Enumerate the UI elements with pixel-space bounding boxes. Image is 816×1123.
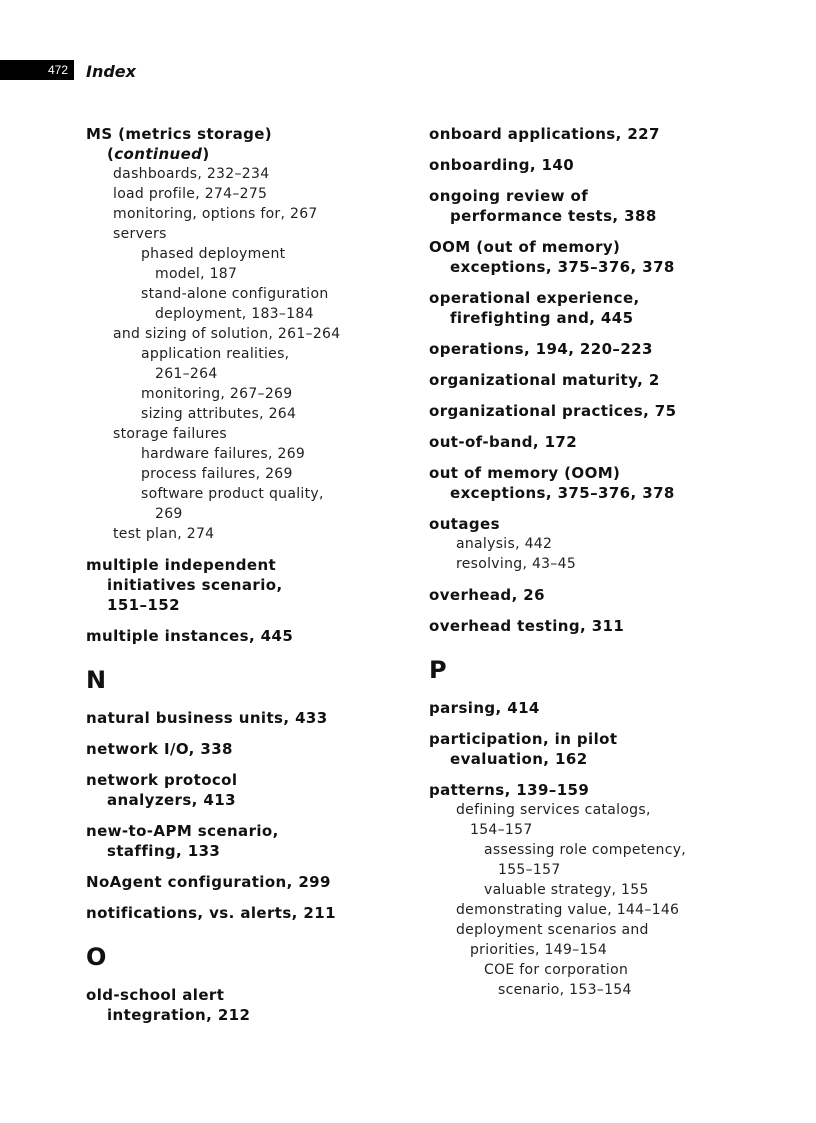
entry-line: phased deployment (141, 246, 286, 262)
entry-line: 154–157 (470, 822, 533, 838)
index-sub-entry (429, 880, 759, 900)
index-section-letter (86, 943, 406, 971)
index-main-entry (429, 124, 759, 144)
entry-line: COE for corporation (484, 962, 629, 978)
index-main-entry (86, 626, 406, 646)
index-sub-entry (86, 404, 406, 424)
entry-line: 261–264 (155, 366, 218, 382)
index-sub-entry (86, 324, 406, 344)
index-sub-entry (429, 900, 759, 920)
entry-line: priorities, 149–154 (470, 942, 608, 958)
index-main-entry (86, 144, 406, 164)
entry-line: application realities, (141, 346, 290, 362)
index-sub-entry (86, 424, 406, 444)
entry-line: OOM (out of memory) (429, 238, 621, 256)
entry-line: overhead, 26 (429, 586, 545, 604)
index-sub-entry (429, 840, 759, 880)
entry-line: patterns, 139–159 (429, 781, 590, 799)
index-sub-entry (429, 554, 759, 574)
entry-line: participation, in pilot (429, 730, 618, 748)
entry-line: overhead testing, 311 (429, 617, 625, 635)
entry-line: organizational maturity, 2 (429, 371, 660, 389)
index-sub-entry (86, 384, 406, 404)
index-sub-entry (429, 534, 759, 554)
entry-line: performance tests, 388 (450, 207, 657, 225)
index-main-entry (86, 739, 406, 759)
entry-line: analyzers, 413 (107, 791, 236, 809)
index-column-right (429, 124, 759, 1000)
index-main-entry (86, 903, 406, 923)
entry-line: demonstrating value, 144–146 (456, 902, 680, 918)
entry-line: deployment, 183–184 (155, 306, 314, 322)
index-main-entry (86, 821, 406, 861)
index-sub-entry (86, 204, 406, 224)
index-sub-entry (86, 484, 406, 524)
entry-line: integration, 212 (107, 1006, 251, 1024)
entry-line: exceptions, 375–376, 378 (450, 484, 675, 502)
index-sub-entry (86, 524, 406, 544)
entry-line: 151–152 (107, 596, 180, 614)
index-sub-entry (86, 244, 406, 284)
index-sub-entry (86, 184, 406, 204)
entry-line: test plan, 274 (113, 526, 215, 542)
index-main-entry (86, 770, 406, 810)
index-main-entry (86, 985, 406, 1025)
entry-line: process failures, 269 (141, 466, 293, 482)
index-sub-entry (429, 920, 759, 960)
page-number: 472 (0, 60, 74, 80)
index-sub-entry (429, 960, 759, 1000)
index-sub-entry (86, 444, 406, 464)
entry-line: out-of-band, 172 (429, 433, 578, 451)
entry-line: network protocol (86, 771, 238, 789)
index-main-entry (429, 401, 759, 421)
index-sub-entry (86, 284, 406, 324)
entry-line: defining services catalogs, (456, 802, 651, 818)
index-sub-entry (429, 800, 759, 840)
entry-line: 155–157 (498, 862, 561, 878)
entry-line: out of memory (OOM) (429, 464, 621, 482)
index-main-entry (86, 555, 406, 615)
index-main-entry (429, 616, 759, 636)
entry-line: NoAgent configuration, 299 (86, 873, 331, 891)
entry-line: evaluation, 162 (450, 750, 588, 768)
index-main-entry (86, 708, 406, 728)
index-section-letter (429, 656, 759, 684)
entry-line: (continued) (107, 145, 210, 163)
entry-line: multiple instances, 445 (86, 627, 294, 645)
entry-line: analysis, 442 (456, 536, 553, 552)
entry-line: sizing attributes, 264 (141, 406, 297, 422)
index-main-entry (429, 585, 759, 605)
entry-line: multiple independent (86, 556, 277, 574)
index-main-entry (86, 872, 406, 892)
entry-line: exceptions, 375–376, 378 (450, 258, 675, 276)
entry-line: onboard applications, 227 (429, 125, 660, 143)
index-sub-entry (86, 164, 406, 184)
entry-line: old-school alert (86, 986, 225, 1004)
entry-line: operations, 194, 220–223 (429, 340, 653, 358)
index-main-entry (429, 339, 759, 359)
entry-line: servers (113, 226, 167, 242)
index-sub-entry (86, 344, 406, 384)
entry-line: outages (429, 515, 500, 533)
index-main-entry (429, 237, 759, 277)
entry-line: staffing, 133 (107, 842, 221, 860)
index-main-entry (429, 186, 759, 226)
index-main-entry (429, 780, 759, 800)
index-main-entry (429, 698, 759, 718)
entry-line: natural business units, 433 (86, 709, 328, 727)
index-main-entry (429, 155, 759, 175)
entry-line: model, 187 (155, 266, 238, 282)
index-sub-entry (86, 224, 406, 244)
entry-line: onboarding, 140 (429, 156, 575, 174)
index-main-entry (429, 432, 759, 452)
entry-line: notifications, vs. alerts, 211 (86, 904, 336, 922)
index-section-letter (86, 666, 406, 694)
entry-line: hardware failures, 269 (141, 446, 306, 462)
entry-line: valuable strategy, 155 (484, 882, 649, 898)
entry-line: storage failures (113, 426, 227, 442)
entry-line: assessing role competency, (484, 842, 687, 858)
entry-line: software product quality, (141, 486, 324, 502)
entry-line: organizational practices, 75 (429, 402, 677, 420)
entry-line: operational experience, (429, 289, 640, 307)
entry-line: resolving, 43–45 (456, 556, 577, 572)
index-column-left (86, 124, 406, 1025)
running-head: Index (86, 62, 136, 81)
entry-line: monitoring, 267–269 (141, 386, 293, 402)
section-letter-text: O (86, 943, 107, 971)
entry-line: scenario, 153–154 (498, 982, 632, 998)
entry-line: MS (metrics storage) (86, 125, 273, 143)
section-letter-text: N (86, 666, 107, 694)
entry-line: network I/O, 338 (86, 740, 233, 758)
entry-line: stand-alone configuration (141, 286, 329, 302)
index-main-entry (429, 463, 759, 503)
entry-line: monitoring, options for, 267 (113, 206, 318, 222)
entry-line: new-to-APM scenario, (86, 822, 279, 840)
index-main-entry (429, 729, 759, 769)
entry-line: deployment scenarios and (456, 922, 649, 938)
entry-line: ongoing review of (429, 187, 589, 205)
index-main-entry (429, 514, 759, 534)
entry-line: dashboards, 232–234 (113, 166, 270, 182)
index-main-entry (86, 124, 406, 144)
entry-line: and sizing of solution, 261–264 (113, 326, 341, 342)
index-sub-entry (86, 464, 406, 484)
section-letter-text: P (429, 656, 447, 684)
entry-line: load profile, 274–275 (113, 186, 268, 202)
index-main-entry (429, 288, 759, 328)
entry-line: initiatives scenario, (107, 576, 283, 594)
entry-line: 269 (155, 506, 183, 522)
entry-line: firefighting and, 445 (450, 309, 634, 327)
index-main-entry (429, 370, 759, 390)
entry-line: parsing, 414 (429, 699, 540, 717)
